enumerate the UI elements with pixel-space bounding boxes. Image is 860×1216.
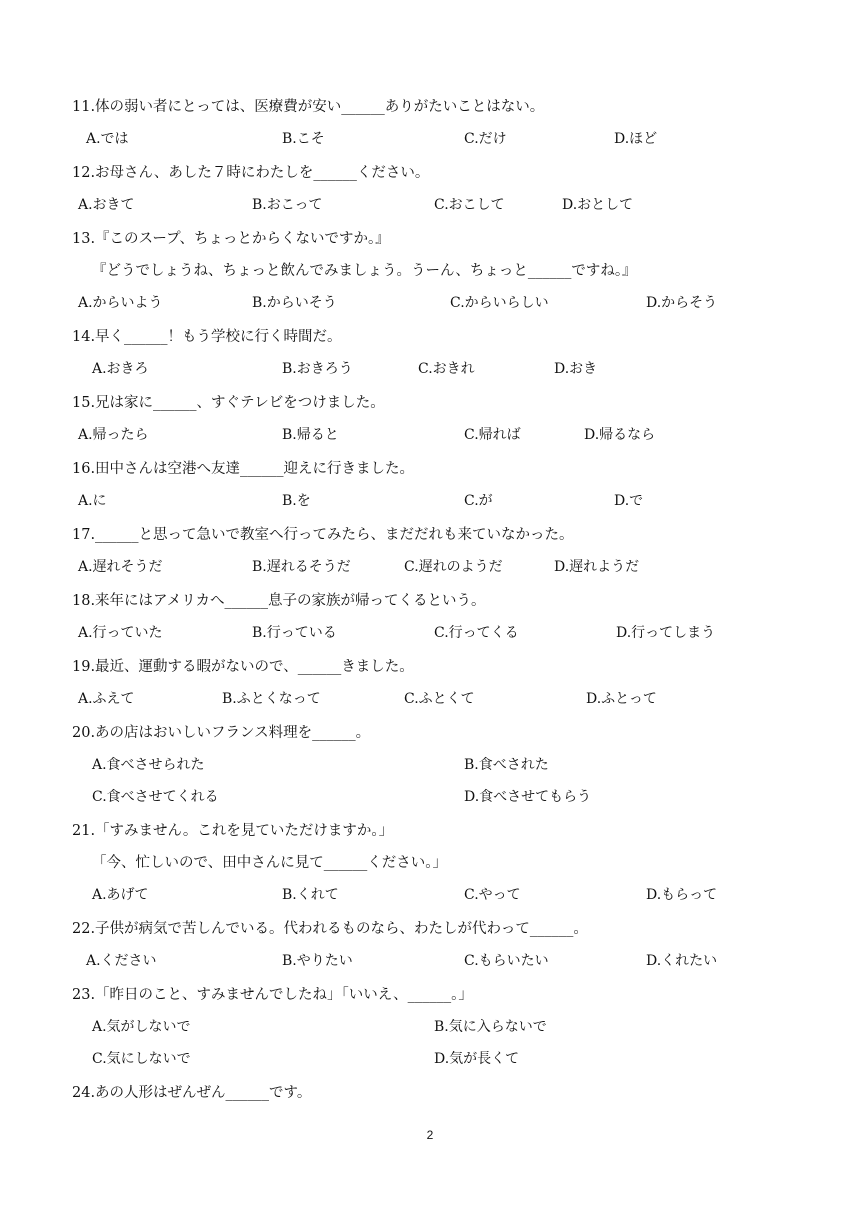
question-23-stem: 23.「昨日のこと、すみませんでしたね」「いいえ、______。」 [72, 987, 473, 1003]
question-12-stem: 12.お母さん、あした７時にわたしを______ください。 [72, 165, 430, 181]
question-13-option-a: A.からいよう [78, 295, 163, 311]
question-18-option-d: D.行ってしまう [616, 625, 716, 641]
question-18-stem: 18.来年にはアメリカへ______息子の家族が帰ってくるという。 [72, 593, 486, 609]
question-23-option-d: D.気が長くて [434, 1051, 520, 1067]
question-17-option-c: C.遅れのようだ [404, 559, 503, 575]
question-12-option-c: C.おこして [434, 197, 505, 213]
question-13-option-c: C.からいらしい [450, 295, 549, 311]
question-20-option-c: C.食べさせてくれる [92, 789, 219, 805]
question-17-option-a: A.遅れそうだ [78, 559, 163, 575]
question-21-stem: 21.「すみません。これを見ていただけますか。」 [72, 823, 394, 839]
question-24-stem: 24.あの人形はぜんぜん______です。 [72, 1085, 312, 1101]
question-21-option-d: D.もらって [646, 887, 718, 903]
question-21-option-c: C.やって [464, 887, 521, 903]
question-14-option-d: D.おき [554, 361, 598, 377]
question-21-option-b: B.くれて [282, 887, 339, 903]
question-15-stem: 15.兄は家に______、すぐテレビをつけました。 [72, 395, 385, 411]
question-22-option-a: A.ください [86, 953, 157, 969]
question-20-option-b: B.食べされた [464, 757, 549, 773]
question-17-stem: 17.______と思って急いで教室へ行ってみたら、まだだれも来ていなかった。 [72, 527, 574, 543]
question-16-option-b: B.を [282, 493, 311, 509]
question-20-option-a: A.食べさせられた [92, 757, 205, 773]
question-12-option-a: A.おきて [78, 197, 135, 213]
question-20-stem: 20.あの店はおいしいフランス料理を______。 [72, 725, 371, 741]
question-14-option-b: B.おきろう [282, 361, 353, 377]
question-14-option-c: C.おきれ [418, 361, 475, 377]
question-22-option-d: D.くれたい [646, 953, 718, 969]
question-14-stem: 14.早く______！もう学校に行く時間だ。 [72, 329, 342, 345]
question-13-option-d: D.からそう [646, 295, 718, 311]
question-23-option-c: C.気にしないで [92, 1051, 191, 1067]
question-19-option-c: C.ふとくて [404, 691, 475, 707]
page-number: 2 [426, 1128, 434, 1142]
question-15-option-a: A.帰ったら [78, 427, 149, 443]
question-19-option-d: D.ふとって [586, 691, 657, 707]
question-16-option-a: A.に [78, 493, 107, 509]
question-21-reply: 「今、忙しいので、田中さんに見て______ください。」 [92, 855, 447, 871]
question-17-option-b: B.遅れるそうだ [252, 559, 351, 575]
question-11-option-d: D.ほど [614, 131, 658, 147]
question-12-option-d: D.おとして [562, 197, 634, 213]
question-11-stem: 11.体の弱い者にとっては、医療費が安い______ありがたいことはない。 [72, 99, 545, 115]
question-23-option-b: B.気に入らないで [434, 1019, 547, 1035]
question-11-option-a: A.では [86, 131, 129, 147]
question-17-option-d: D.遅れようだ [554, 559, 640, 575]
question-11-option-c: C.だけ [464, 131, 507, 147]
question-19-option-b: B.ふとくなって [222, 691, 321, 707]
question-18-option-a: A.行っていた [78, 625, 163, 641]
question-14-option-a: A.おきろ [92, 361, 149, 377]
question-22-option-c: C.もらいたい [464, 953, 549, 969]
question-13-reply: 『どうでしょうね、ちょっと飲んでみましょう。うーん、ちょっと______ですね。』 [92, 263, 637, 279]
question-19-stem: 19.最近、運動する暇がないので、______きました。 [72, 659, 414, 675]
question-23-option-a: A.気がしないで [92, 1019, 191, 1035]
question-21-option-a: A.あげて [92, 887, 149, 903]
question-15-option-c: C.帰れば [464, 427, 521, 443]
question-22-stem: 22.子供が病気で苦しんでいる。代われるものなら、わたしが代わって______。 [72, 921, 588, 937]
question-11-option-b: B.こそ [282, 131, 325, 147]
question-18-option-b: B.行っている [252, 625, 337, 641]
question-16-option-d: D.で [614, 493, 644, 509]
question-16-stem: 16.田中さんは空港へ友達______迎えに行きました。 [72, 461, 415, 477]
question-13-option-b: B.からいそう [252, 295, 337, 311]
question-20-option-d: D.食べさせてもらう [464, 789, 592, 805]
question-12-option-b: B.おこって [252, 197, 323, 213]
question-15-option-b: B.帰ると [282, 427, 339, 443]
question-16-option-c: C.が [464, 493, 493, 509]
question-18-option-c: C.行ってくる [434, 625, 519, 641]
question-15-option-d: D.帰るなら [584, 427, 656, 443]
question-22-option-b: B.やりたい [282, 953, 353, 969]
question-13-stem: 13.『このスープ、ちょっとからくないですか。』 [72, 231, 390, 247]
question-19-option-a: A.ふえて [78, 691, 135, 707]
